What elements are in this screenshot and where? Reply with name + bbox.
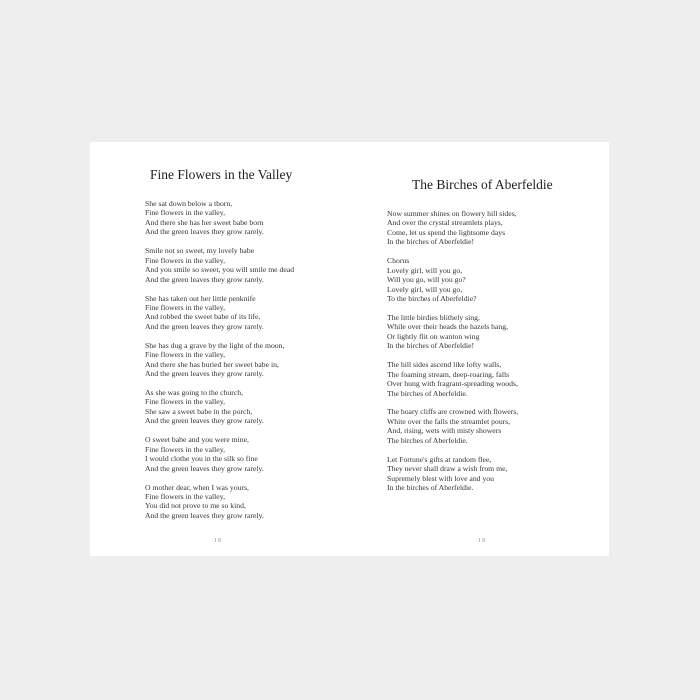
poem-line: The little birdies blithely sing, (387, 312, 480, 322)
poem-line: In the birches of Aberfeldie! (387, 341, 475, 351)
poem-title: Fine Flowers in the Valley (150, 167, 293, 182)
poem-line: In the birches of Aberfeldie. (387, 483, 474, 493)
poem-line: And the green leaves they grow rarely. (145, 416, 264, 426)
poem-line: In the birches of Aberfeldie! (387, 237, 475, 247)
stanza (145, 341, 294, 379)
poem-line: O sweet babe and you were mine, (145, 435, 249, 445)
poem-line: She sat down below a thorn, (145, 199, 233, 208)
poem-line: Fine flowers in the valley, (145, 302, 225, 312)
poem-line: And the green leaves they grow rarely. (145, 369, 264, 379)
left-page (90, 142, 349, 556)
stanza (145, 246, 294, 284)
poem-line: Fine flowers in the valley, (145, 491, 225, 501)
stanza (145, 294, 294, 332)
poem-line: And the green leaves they grow rarely. (145, 510, 264, 520)
stanza (387, 360, 518, 398)
poem-line: And the green leaves they grow rarely. (145, 227, 264, 237)
poem-line: And robbed the sweet babe of its life, (145, 312, 261, 322)
poem-line: The foaming stream, deep-roaring, falls (387, 369, 510, 379)
stanza (145, 199, 294, 237)
poem-line: I would clothe you in the silk so fine (145, 454, 258, 464)
poem-line: Fine flowers in the valley, (145, 255, 225, 265)
poem-line: And there she has her sweet babe born (145, 217, 264, 227)
poem-line: Now summer shines on flowery hill sides, (387, 209, 517, 218)
page-number: 19 (478, 538, 486, 544)
poem-title: The Birches of Aberfeldie (412, 177, 553, 192)
page-number: 18 (214, 538, 222, 544)
poem-line: The hill sides ascend like lofty walls, (387, 360, 502, 370)
poem-line: The birches of Aberfeldie. (387, 388, 468, 398)
poem-line: And there she has buried her sweet babe in, (145, 359, 279, 369)
poem-line: Smile not so sweet, my lovely babe (145, 246, 255, 256)
poem-line: To the birches of Aberfeldie? (387, 294, 477, 304)
poem-line: Lovely girl, will you go, (387, 284, 463, 294)
poem-line: She saw a sweet babe in the porch, (145, 406, 253, 416)
stanza (145, 388, 294, 426)
poem-line: Fine flowers in the valley, (145, 350, 225, 360)
poem-line: They never shall draw a wish from me, (387, 464, 508, 474)
poem-line: The birches of Aberfeldie. (387, 435, 468, 445)
poem-line: And, rising, wets with misty showers (387, 426, 502, 436)
poem-line: Fine flowers in the valley, (145, 444, 225, 454)
poem-body (387, 209, 518, 493)
poem-line: Will you go, will you go? (387, 275, 466, 285)
poem-line: While over their heads the hazels hang, (387, 322, 509, 332)
poem-line: And you smile so sweet, you will smile me dead (145, 265, 295, 275)
stanza (145, 435, 294, 473)
poem-line: Chorus (387, 256, 410, 266)
book-spread (90, 142, 609, 556)
poem-line: And the green leaves they grow rarely. (145, 274, 264, 284)
poem-line: Supremely blest with love and you (387, 473, 494, 483)
poem-line: And over the crystal streamlets plays, (387, 218, 503, 228)
poem-line: Fine flowers in the valley, (145, 397, 225, 407)
poem-line: Fine flowers in the valley, (145, 208, 225, 218)
poem-line: She has dug a grave by the light of the moon, (145, 340, 285, 350)
poem-body (145, 199, 294, 520)
right-page (350, 142, 609, 556)
poem-line: You did not prove to me so kind, (145, 501, 246, 511)
stanza (387, 313, 518, 351)
poem-line: O mother dear, when I was yours, (145, 482, 249, 492)
poem-line: And the green leaves they grow rarely. (145, 321, 264, 331)
stanza (387, 209, 518, 247)
poem-line: As she was going to the church, (145, 388, 243, 397)
poem-line: Let Fortune's gifts at random flee, (387, 454, 492, 464)
stanza (387, 455, 518, 493)
poem-line: Come, let us spend the lightsome days (387, 227, 506, 237)
stanza (387, 407, 518, 445)
poem-line: Over hung with fragrant-spreading woods, (387, 379, 518, 389)
poem-line: Lovely girl, will you go, (387, 265, 463, 275)
poem-line: The hoary cliffs are crowned with flowers, (387, 407, 519, 417)
poem-line: She has taken out her little penknife (145, 293, 256, 303)
poem-line: White over the falls the streamlet pours, (387, 416, 511, 426)
poem-line: Or lightly flit on wanton wing (387, 331, 480, 341)
stanza (387, 256, 518, 303)
poem-line: And the green leaves they grow rarely. (145, 463, 264, 473)
stanza (145, 483, 294, 521)
